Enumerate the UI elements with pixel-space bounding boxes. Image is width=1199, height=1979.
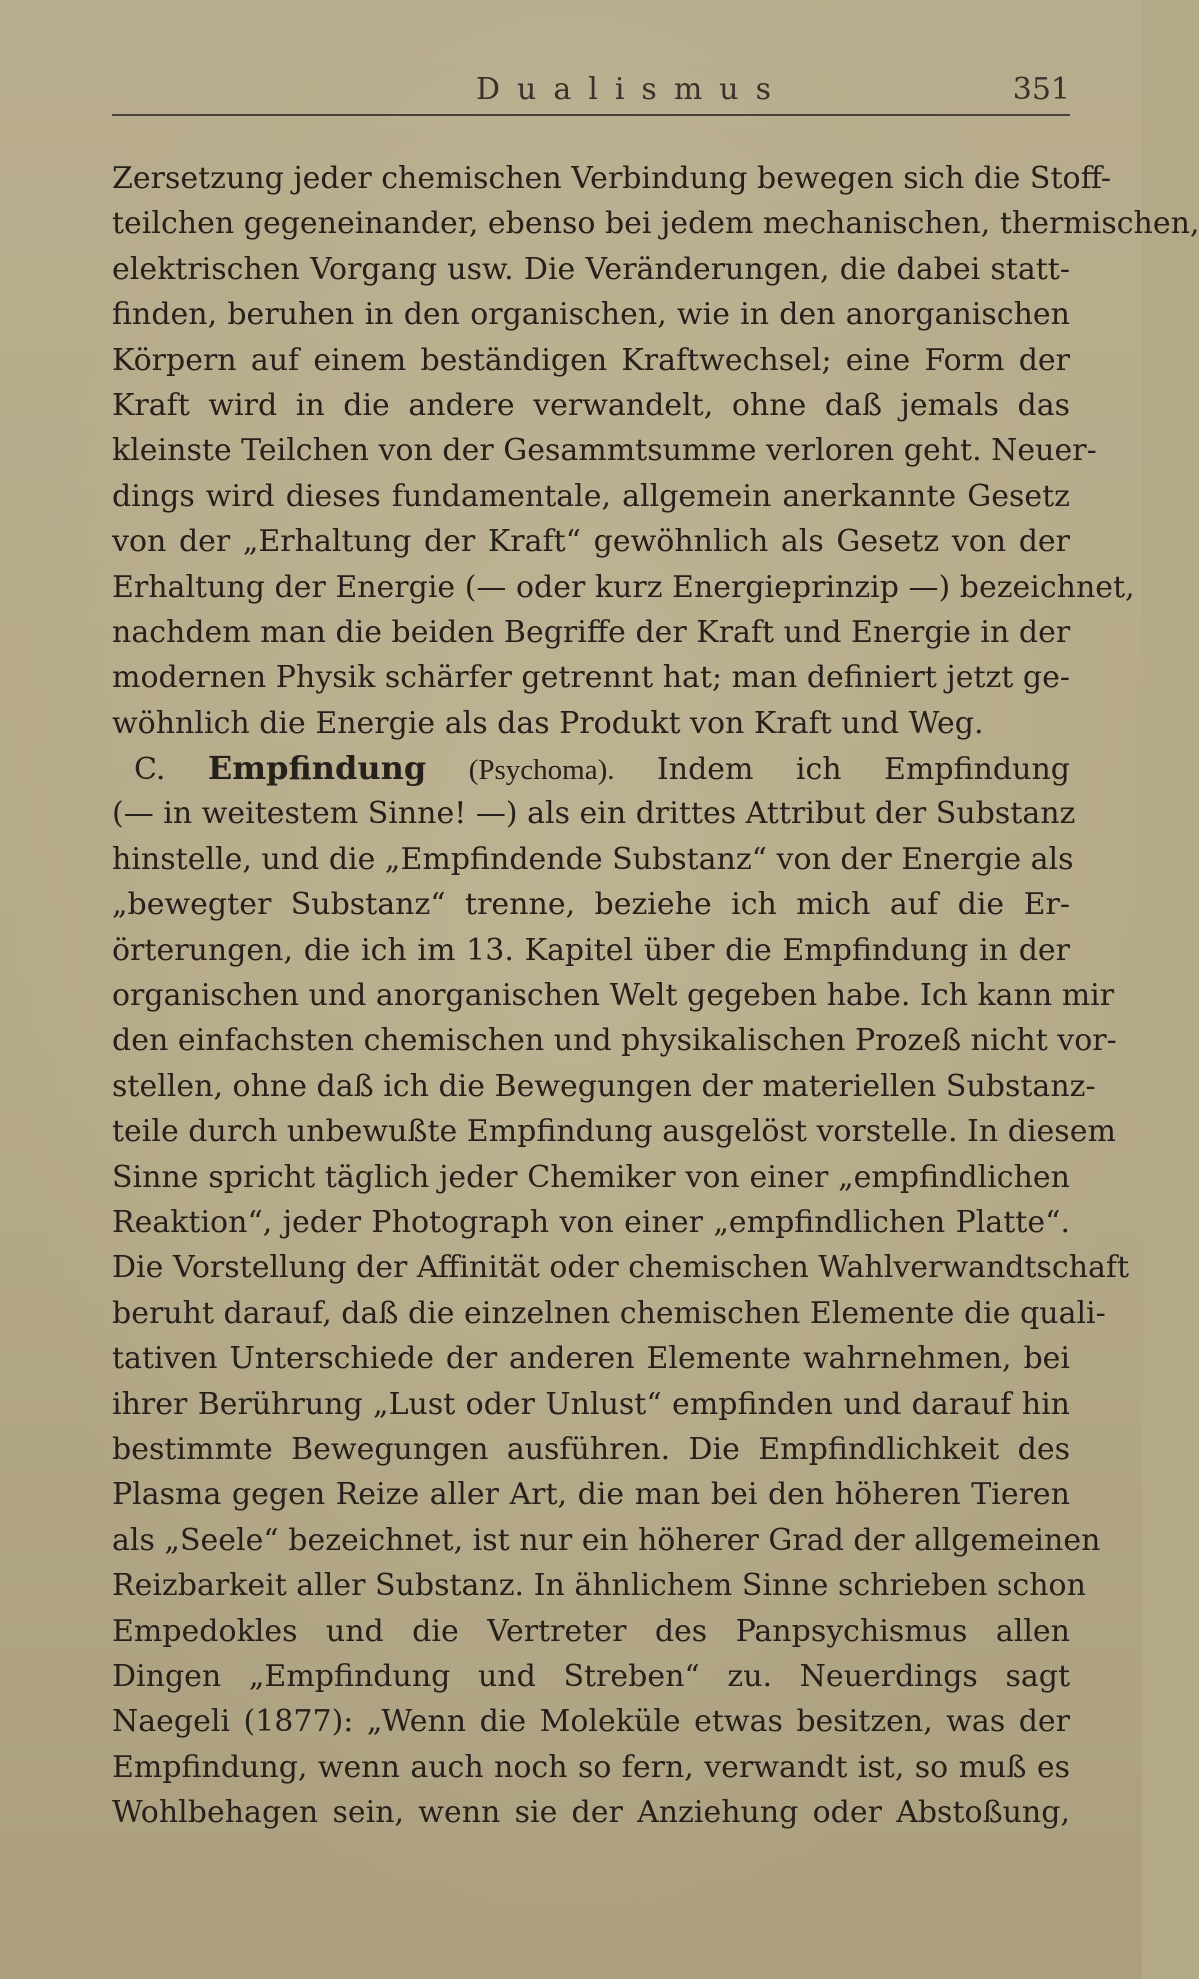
section-heading-line: [112, 746, 1070, 791]
text-line: Sinne spricht täglich jeder Chemiker von einer „empfindlichen: [112, 1159, 1070, 1195]
text-line: teile durch unbewußte Empfindung ausgelöst vorstelle. In diesem: [112, 1114, 1116, 1150]
text-line: Zersetzung jeder chemischen Verbindung bewegen sich die Stoff-: [112, 161, 1111, 196]
text-line: teilchen gegeneinander, ebenso bei jedem mechanischen, thermischen,: [112, 206, 1199, 242]
text-line: Reizbarkeit aller Substanz. In ähnlichem Sinne schrieben schon: [112, 1568, 1086, 1604]
running-head: [112, 62, 1070, 118]
text-line: Die Vorstellung der Affinität oder chemischen Wahlverwandtschaft: [112, 1250, 1130, 1286]
header-rule: [112, 114, 1070, 116]
text-line: Wohlbehagen sein, wenn sie der Anziehung oder Abstoßung,: [112, 1795, 1070, 1831]
text-line: ihrer Berührung „Lust oder Unlust“ empfinden und darauf hin: [112, 1386, 1070, 1422]
section-label: C.: [134, 752, 166, 788]
text-line: tativen Unterschiede der anderen Elemente wahrnehmen, bei: [112, 1341, 1070, 1377]
text-line: (— in weitestem Sinne! —) als ein drittes Attribut der Substanz: [112, 796, 1076, 832]
text-line: finden, beruhen in den organischen, wie in den anorganischen: [112, 297, 1070, 333]
text-line: bestimmte Bewegungen ausführen. Die Empfindlichkeit des: [112, 1431, 1070, 1467]
text-line: von der „Erhaltung der Kraft“ gewöhnlich als Gesetz von der: [112, 524, 1070, 560]
text-line: organischen und anorganischen Welt gegeben habe. Ich kann mir: [112, 978, 1115, 1014]
text-line: Körpern auf einem beständigen Kraftwechsel; eine Form der: [112, 342, 1070, 378]
text-line: Dingen „Empfindung und Streben“ zu. Neuerdings sagt: [112, 1658, 1070, 1694]
text-line: Empedokles und die Vertreter des Panpsychismus allen: [112, 1613, 1070, 1649]
text-line: Empfindung, wenn auch noch so fern, verwandt ist, so muß es: [112, 1749, 1070, 1785]
text-line: Kraft wird in die andere verwandelt, ohne daß jemals das: [112, 387, 1070, 423]
section-title: Empfindung: [207, 749, 427, 788]
paragraph-end-line: wöhnlich die Energie als das Produkt von Kraft und Weg.: [112, 705, 984, 741]
text-line: „bewegter Substanz“ trenne, beziehe ich mich auf die Er-: [112, 887, 1070, 923]
text-line: als „Seele“ bezeichnet, ist nur ein höherer Grad der allgemeinen: [112, 1522, 1101, 1558]
text-line: elektrischen Vorgang usw. Die Veränderungen, die dabei statt-: [112, 251, 1070, 287]
section-subtitle: (Psychoma).: [468, 754, 615, 787]
text-line: Erhaltung der Energie (— oder kurz Energieprinzip —) bezeichnet,: [112, 569, 1135, 605]
page-number: 351: [1012, 72, 1070, 107]
body-text: [112, 156, 1199, 1835]
text-line: dings wird dieses fundamentale, allgemein anerkannte Gesetz: [112, 478, 1070, 514]
text-line: nachdem man die beiden Begriffe der Kraft und Energie in der: [112, 614, 1071, 650]
text-line: Reaktion“, jeder Photograph von einer „empfindlichen Platte“.: [112, 1204, 1070, 1240]
text-line: Naegeli (1877): „Wenn die Moleküle etwas besitzen, was der: [112, 1704, 1070, 1740]
text-line: kleinste Teilchen von der Gesammtsumme verloren geht. Neuer-: [112, 433, 1097, 469]
text-line: den einfachsten chemischen und physikalischen Prozeß nicht vor-: [112, 1023, 1117, 1059]
text-line: stellen, ohne daß ich die Bewegungen der materiellen Substanz-: [112, 1068, 1096, 1104]
text-line: hinstelle, und die „Empfindende Substanz“ von der Energie als: [112, 841, 1074, 877]
section-first-words: Indem ich Empfindung: [656, 752, 1070, 788]
text-line: modernen Physik schärfer getrennt hat; man definiert jetzt ge-: [112, 660, 1070, 696]
running-title: Dualismus: [475, 72, 788, 107]
text-line: beruht darauf, daß die einzelnen chemischen Elemente die quali-: [112, 1295, 1106, 1331]
text-line: Plasma gegen Reize aller Art, die man bei den höheren Tieren: [112, 1477, 1070, 1513]
text-line: örterungen, die ich im 13. Kapitel über die Empfindung in der: [112, 932, 1070, 968]
